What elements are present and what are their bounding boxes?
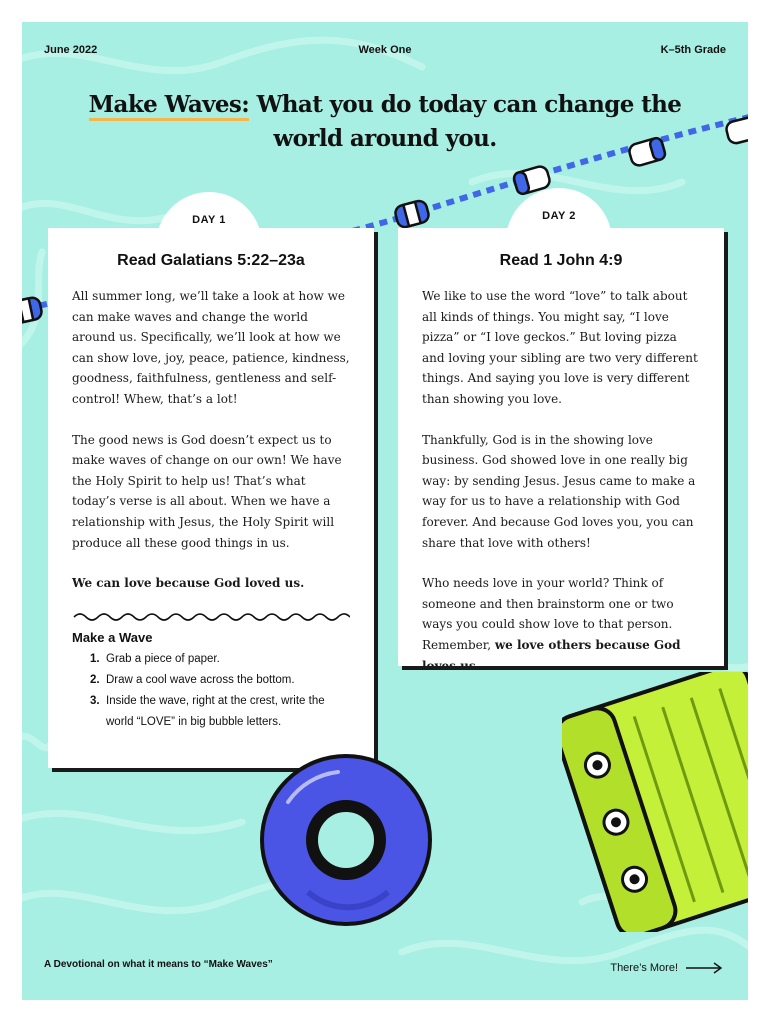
swim-ring-illustration [248,742,444,938]
day1-paragraph-1: All summer long, we’ll take a look at how we can make waves and change the world around us. Specifically, we’ll look at how we can show love, joy, peace, patience, kindness, goodness, faithfulness, gentleness and self-control! Whew, that’s a lot! [72,289,350,406]
day1-paragraph-2: The good news is God doesn’t expect us to make waves of change on our own! We have the Holy Spirit to help us! That’s what today’s verse is all about. When we have a relationship with Jesus, the Holy Spirit will produce all these good things in us. [72,432,342,550]
footer-caption: A Devotional on what it means to “Make Waves” [44,959,273,970]
title-highlight: Make Waves: [89,91,250,121]
arrow-right-icon [686,962,724,974]
step-item [72,670,350,691]
day2-paragraph-3: Who needs love in your world? Think of someone and then brainstorm one or two ways you could show love to that person. Remember, we love others because God loves us. [422,576,681,673]
day1-card [48,228,374,768]
step-item [72,649,350,670]
day2-key-line: we love others because God loves us. [422,637,681,673]
day1-heading: Read Galatians 5:22–23a [117,252,305,269]
step-text: Inside the wave, right at the crest, write the world “LOVE” in big bubble letters. [106,694,325,728]
make-a-wave-steps [72,649,350,733]
day1-key-line: We can love because God loved us. [72,576,305,591]
devotional-page [22,22,748,1000]
make-a-wave-title: Make a Wave [72,629,153,645]
theres-more-link[interactable] [610,962,724,974]
day1-tab: DAY 1 [156,192,262,258]
day2-paragraph-2: Thankfully, God is in the showing love business. God showed love in one really big way: by sending Jesus. Jesus came to make a way for us to have a relationship with God forever. And because God loves you, you can share that love with others! [422,432,696,550]
wavy-divider [72,612,350,622]
pool-float-illustration [562,672,748,932]
day2-paragraph-1: We like to use the word “love” to talk about all kinds of things. You might say, “I love pizza” or “I love geckos.” But loving pizza and loving your sibling are two very different things. And saying you love is very different than showing you love. [422,289,698,406]
day2-card [398,228,724,673]
step-number: 3. [90,694,100,707]
step-number: 2. [90,673,100,686]
day2-tab: DAY 2 [506,188,612,254]
step-item [72,691,350,733]
week-label: Week One [358,44,412,56]
day1-paragraph-3 [72,573,350,594]
step-text: Grab a piece of paper. [106,652,220,665]
grade-label: K–5th Grade [660,44,726,56]
step-number: 1. [90,652,100,665]
theres-more-label: There’s More! [610,962,678,974]
date-label: June 2022 [44,44,98,56]
step-text: Draw a cool wave across the bottom. [106,673,295,686]
title-rest: What you do today can change the world around you. [249,91,682,152]
day2-heading: Read 1 John 4:9 [499,252,623,269]
